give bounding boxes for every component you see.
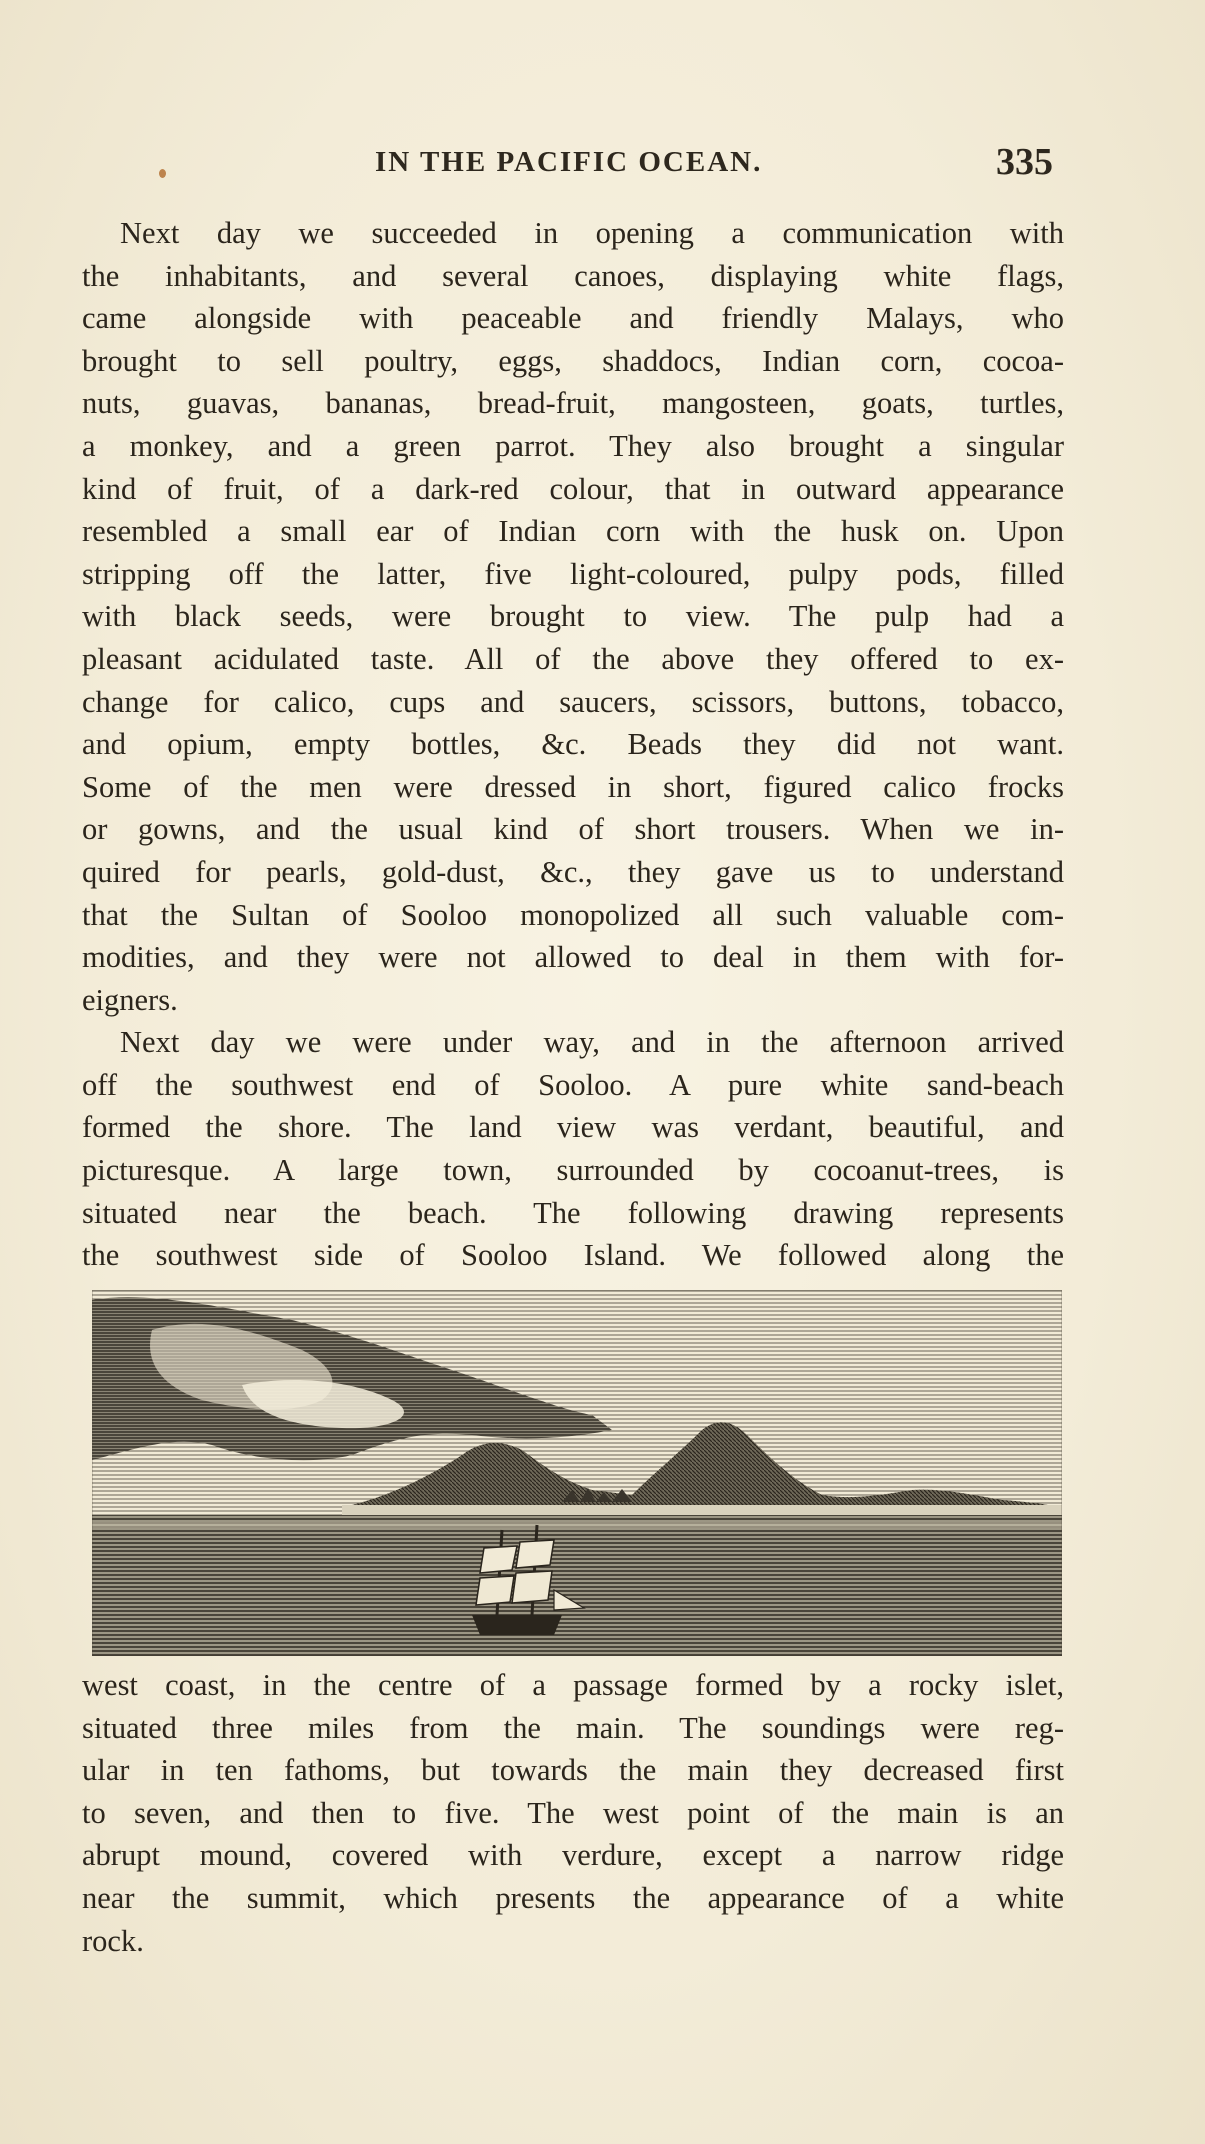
- text-line: quired for pearls, gold-dust, &c., they gave us to understand: [82, 854, 1064, 889]
- engraving-water: [92, 1515, 1062, 1656]
- text-line: to seven, and then to five. The west point of the main is an: [82, 1795, 1064, 1830]
- text-line: rock.: [82, 1923, 144, 1958]
- text-line: picturesque. A large town, surrounded by cocoanut-trees, is: [82, 1153, 1064, 1188]
- page-number: 335: [996, 141, 1053, 183]
- paragraph-3: [82, 1664, 1064, 1962]
- text-line: a monkey, and a green parrot. They also brought a singular: [82, 428, 1064, 463]
- text-line: the southwest side of Sooloo Island. We followed along the: [82, 1238, 1064, 1273]
- text-line: Next day we succeeded in opening a communication with: [120, 216, 1064, 250]
- text-line: resembled a small ear of Indian corn with the husk on. Upon: [82, 514, 1064, 549]
- text-line: with black seeds, were brought to view. The pulp had a: [82, 599, 1064, 634]
- engraving-water-glint: [92, 1522, 1062, 1528]
- text-line: ular in ten fathoms, but towards the main they decreased first: [82, 1753, 1064, 1788]
- text-line: modities, and they were not allowed to deal in them with for-: [82, 940, 1064, 975]
- text-line: change for calico, cups and saucers, scissors, buttons, tobacco,: [82, 684, 1064, 719]
- text-line: off the southwest end of Sooloo. A pure white sand-beach: [82, 1067, 1064, 1102]
- text-line: near the summit, which presents the appearance of a white: [82, 1880, 1064, 1915]
- text-line: that the Sultan of Sooloo monopolized all such valuable com-: [82, 897, 1064, 932]
- text-line: Next day we were under way, and in the afternoon arrived: [120, 1025, 1064, 1060]
- paragraph-2: [82, 1021, 1064, 1277]
- paragraph-1: [82, 212, 1064, 1021]
- text-block-upper: [82, 212, 1064, 1277]
- engraving-illustration: [92, 1290, 1062, 1656]
- text-line: pleasant acidulated taste. All of the above they offered to ex-: [82, 641, 1064, 676]
- text-line: west coast, in the centre of a passage formed by a rocky islet,: [82, 1668, 1064, 1702]
- text-line: stripping off the latter, five light-coloured, pulpy pods, filled: [82, 556, 1064, 591]
- text-line: eigners.: [82, 982, 178, 1017]
- text-line: the inhabitants, and several canoes, displaying white flags,: [82, 258, 1064, 293]
- text-line: nuts, guavas, bananas, bread-fruit, mangosteen, goats, turtles,: [82, 386, 1064, 421]
- page-header: [0, 140, 1205, 190]
- text-line: abrupt mound, covered with verdure, except a narrow ridge: [82, 1838, 1064, 1873]
- text-line: and opium, empty bottles, &c. Beads they did not want.: [82, 727, 1064, 762]
- running-head: IN THE PACIFIC OCEAN.: [375, 146, 763, 178]
- text-line: situated three miles from the main. The soundings were reg-: [82, 1710, 1064, 1745]
- text-line: or gowns, and the usual kind of short trousers. When we in-: [82, 812, 1064, 847]
- text-line: kind of fruit, of a dark-red colour, that in outward appearance: [82, 471, 1064, 506]
- text-line: brought to sell poultry, eggs, shaddocs, Indian corn, cocoa-: [82, 343, 1064, 378]
- engraving-sooloo-island: [92, 1290, 1062, 1656]
- text-line: Some of the men were dressed in short, figured calico frocks: [82, 769, 1064, 804]
- text-line: formed the shore. The land view was verdant, beautiful, and: [82, 1110, 1064, 1145]
- text-line: situated near the beach. The following drawing represents: [82, 1195, 1064, 1230]
- text-line: came alongside with peaceable and friendly Malays, who: [82, 301, 1064, 336]
- text-block-lower: [82, 1664, 1064, 1962]
